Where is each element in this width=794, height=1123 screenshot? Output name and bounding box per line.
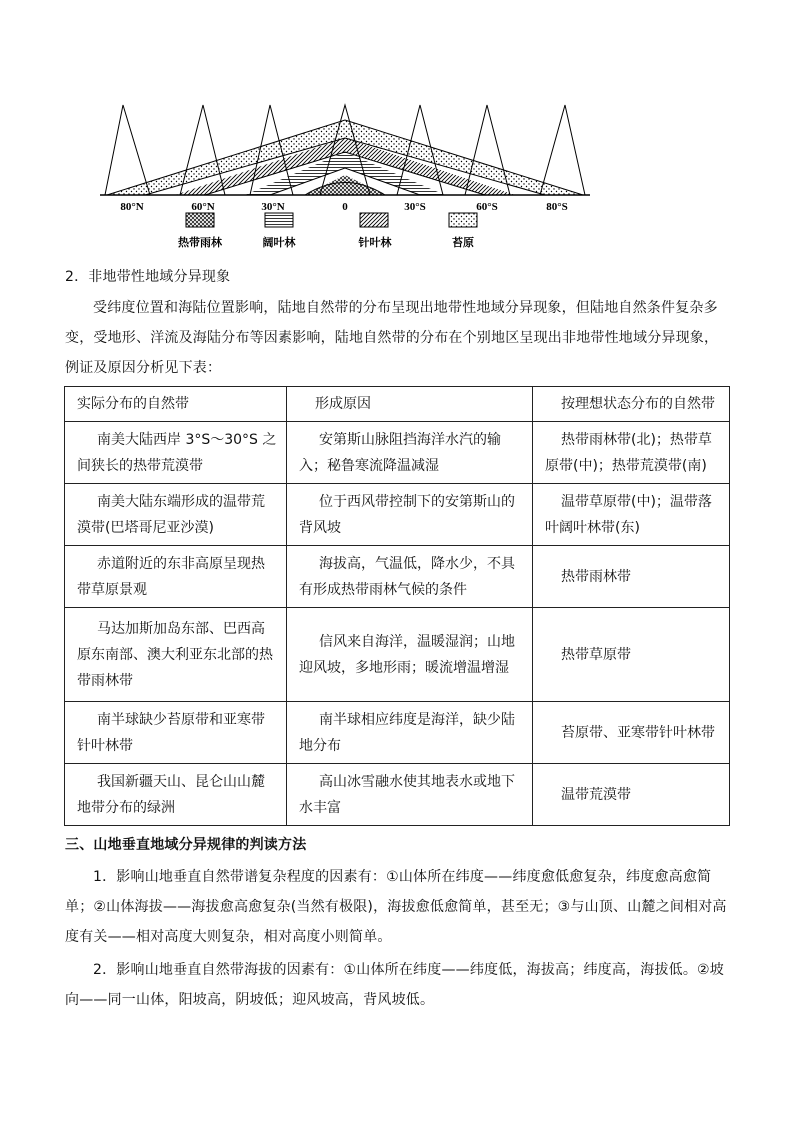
section2-heading: 2．非地带性地域分异现象	[65, 269, 231, 285]
table-cell: 高山冰雪融水使其地表水或地下水丰富	[287, 764, 533, 826]
table-cell: 热带雨林带	[533, 546, 730, 608]
table-cell: 海拔高，气温低，降水少，不具有形成热带雨林气候的条件	[287, 546, 533, 608]
table-row	[65, 484, 730, 546]
lat-label: 0	[342, 201, 348, 213]
legend	[178, 213, 477, 249]
legend-swatch-rainforest	[186, 213, 214, 227]
table-row	[65, 546, 730, 608]
mountain-80n	[105, 105, 150, 195]
table-row	[65, 608, 730, 702]
table-cell: 南美大陆西岸 3°S～30°S 之间狭长的热带荒漠带	[65, 422, 287, 484]
table-cell: 信风来自海洋，温暖湿润；山地迎风坡，多地形雨；暖流增温增湿	[287, 608, 533, 702]
table-cell: 苔原带、亚寒带针叶林带	[533, 702, 730, 764]
table-row	[65, 702, 730, 764]
section2-intro: 受纬度位置和海陆位置影响，陆地自然带的分布呈现出地带性地域分异现象，但陆地自然条件复杂多变，受地形、洋流及海陆分布等因素影响，陆地自然带的分布在个别地区呈现出非地带性地域分异现象，例证及原因分析见下表：	[65, 300, 719, 376]
mountain-60s	[465, 105, 510, 195]
lat-label: 60°N	[191, 201, 215, 213]
section3-heading: 三、山地垂直地域分异规律的判读方法	[65, 837, 307, 853]
table-header-cell: 形成原因	[287, 387, 533, 422]
table-header-cell: 按理想状态分布的自然带	[533, 387, 730, 422]
table-cell: 安第斯山脉阻挡海洋水汽的输入；秘鲁寒流降温减湿	[287, 422, 533, 484]
lat-label: 30°N	[261, 201, 285, 213]
table-cell: 温带草原带(中)；温带落叶阔叶林带(东)	[533, 484, 730, 546]
latitude-labels	[120, 201, 567, 213]
lat-label: 30°S	[404, 201, 426, 213]
legend-swatch-conifer	[360, 213, 388, 227]
legend-swatch-broadleaf	[265, 213, 293, 227]
table-cell: 赤道附近的东非高原呈现热带草原景观	[65, 546, 287, 608]
table-row	[65, 422, 730, 484]
table-cell: 热带草原带	[533, 608, 730, 702]
mountain-80s	[540, 105, 585, 195]
table-header-cell: 实际分布的自然带	[65, 387, 287, 422]
table-header-row	[65, 387, 730, 422]
legend-label: 针叶林	[358, 236, 392, 249]
table-cell: 我国新疆天山、昆仑山山麓地带分布的绿洲	[65, 764, 287, 826]
table-cell: 热带雨林带(北)；热带草原带(中)；热带荒漠带(南)	[533, 422, 730, 484]
section3-paragraph-2: 2．影响山地垂直自然带海拔的因素有：①山体所在纬度——纬度低，海拔高；纬度高，海拔低。②坡向——同一山体，阳坡高，阴坡低；迎风坡高，背风坡低。	[65, 962, 725, 1008]
latitude-vertical-zone-diagram	[95, 100, 595, 255]
legend-swatch-tundra	[449, 213, 477, 227]
lat-label: 80°S	[546, 201, 568, 213]
table-cell: 马达加斯加岛东部、巴西高原东南部、澳大利亚东北部的热带雨林带	[65, 608, 287, 702]
lat-label: 80°N	[120, 201, 144, 213]
legend-label: 苔原	[452, 236, 474, 249]
non-zonal-table	[64, 386, 730, 826]
mountain-60n	[180, 105, 225, 195]
legend-label: 热带雨林	[178, 236, 222, 249]
table-cell: 位于西风带控制下的安第斯山的背风坡	[287, 484, 533, 546]
table-cell: 南半球缺少苔原带和亚寒带针叶林带	[65, 702, 287, 764]
table-row	[65, 764, 730, 826]
table-cell: 南半球相应纬度是海洋，缺少陆地分布	[287, 702, 533, 764]
table-cell: 温带荒漠带	[533, 764, 730, 826]
lat-label: 60°S	[476, 201, 498, 213]
legend-label: 阔叶林	[262, 236, 296, 249]
section3-paragraph-1: 1．影响山地垂直自然带谱复杂程度的因素有：①山体所在纬度——纬度愈低愈复杂，纬度愈高愈简单；②山体海拔——海拔愈高愈复杂(当然有极限)，海拔愈低愈简单，甚至无；③与山顶、山麓之间相对高度有关——相对高度大则复杂，相对高度小则简单。	[65, 869, 727, 945]
table-cell: 南美大陆东端形成的温带荒漠带(巴塔哥尼亚沙漠)	[65, 484, 287, 546]
